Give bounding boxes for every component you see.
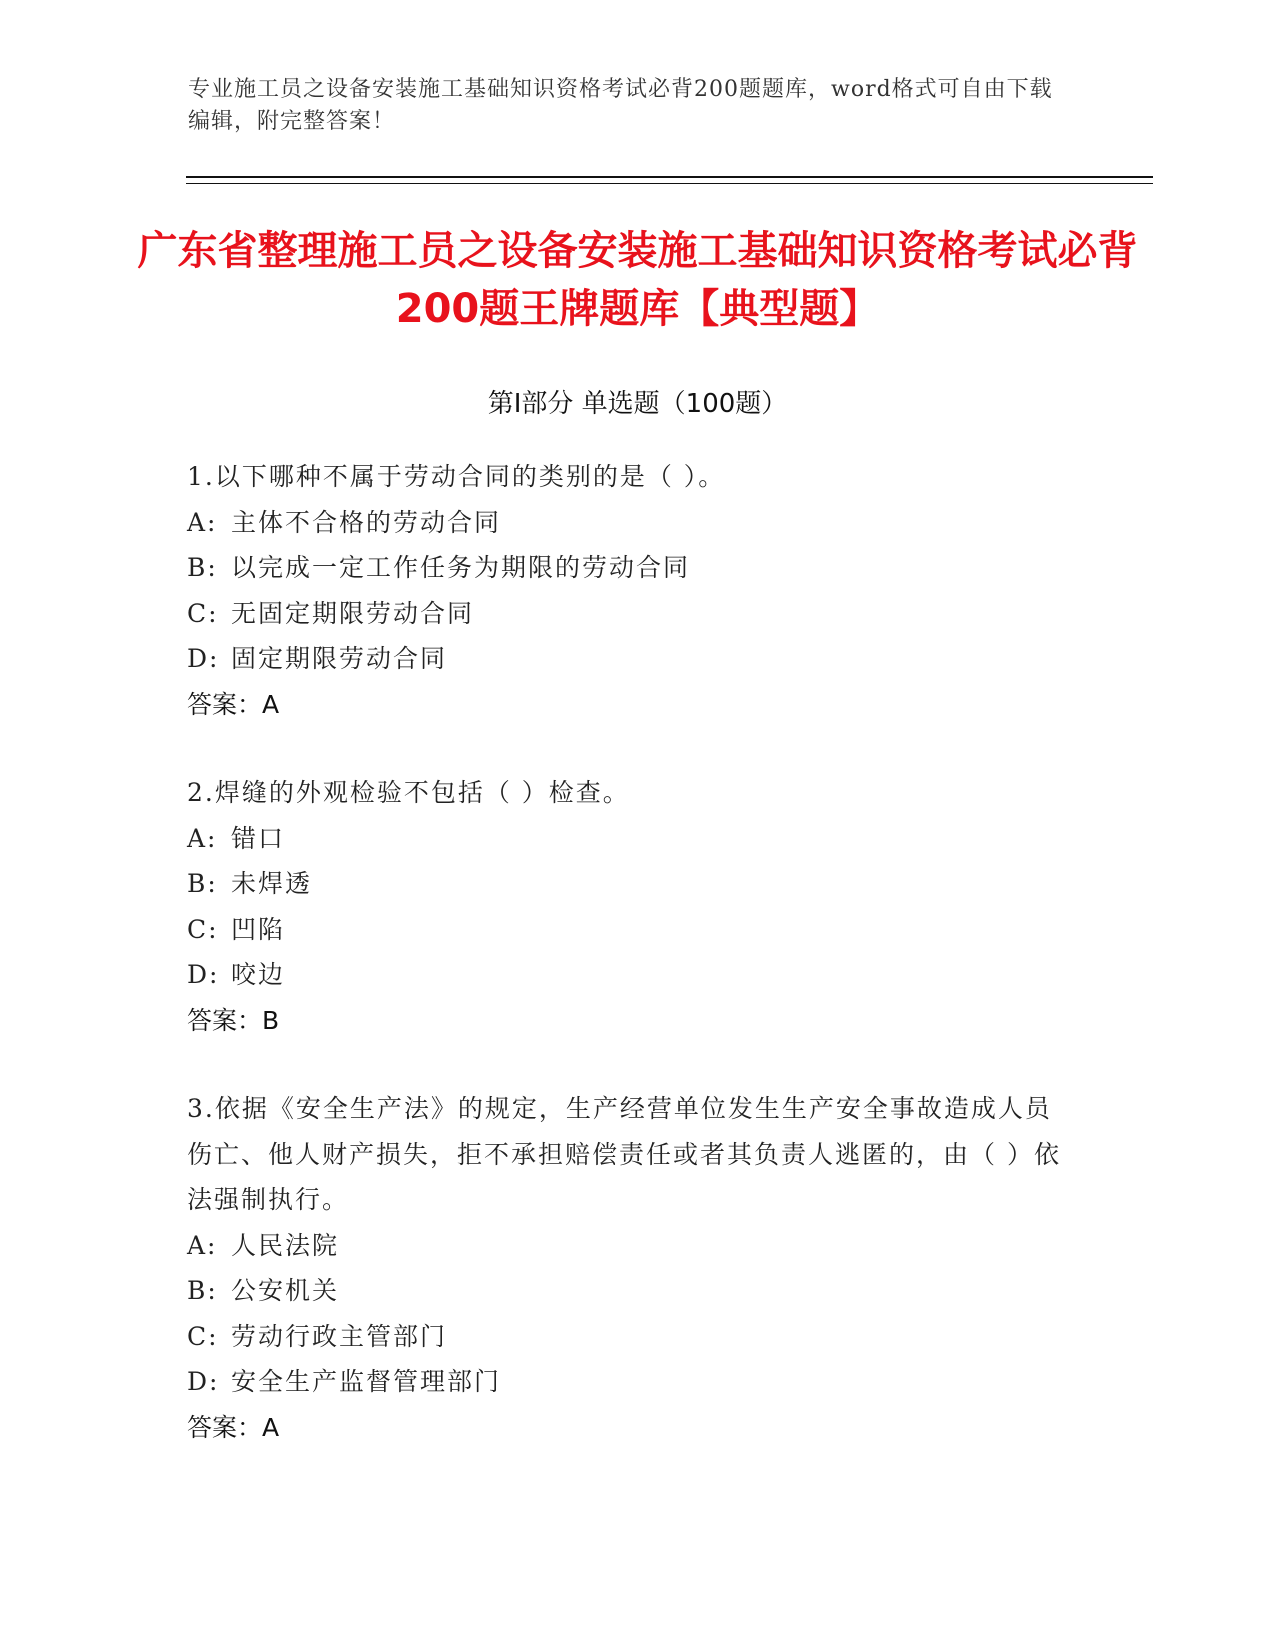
question-stem: 1.以下哪种不属于劳动合同的类别的是（ ）。: [187, 462, 726, 491]
option-d: [187, 636, 1067, 682]
option-letter: C:: [187, 1321, 219, 1351]
option-d: [187, 952, 1067, 998]
option-text: 无固定期限劳动合同: [231, 598, 475, 628]
option-text: 错口: [231, 823, 286, 853]
option-b: [187, 545, 1067, 591]
option-text: 安全生产监督管理部门: [231, 1367, 502, 1396]
option-letter: B:: [187, 553, 218, 582]
question-stem: 3.依据《安全生产法》的规定，生产经营单位发生生产安全事故造成人员伤亡、他人财产损失，拒不承担赔偿责任或者其负责人逃匿的，由（ ）依法强制执行。: [187, 1094, 1061, 1214]
option-letter: B:: [187, 869, 218, 898]
answer-line: 答案：B: [187, 1005, 280, 1035]
option-letter: D:: [187, 960, 220, 989]
option-text: 凹陷: [231, 914, 286, 944]
question-3: [187, 1086, 1067, 1450]
header-note: 专业施工员之设备安装施工基础知识资格考试必背200题题库，word格式可自由下载编辑，附完整答案！: [188, 77, 1053, 134]
option-text: 劳动行政主管部门: [231, 1321, 448, 1351]
option-text: 公安机关: [231, 1276, 340, 1305]
option-d: [187, 1359, 1067, 1405]
option-letter: B:: [187, 1276, 218, 1305]
option-text: 咬边: [231, 960, 286, 989]
option-text: 固定期限劳动合同: [231, 644, 448, 673]
option-c: [187, 591, 1067, 637]
question-2: [187, 770, 1067, 1043]
option-letter: A:: [187, 1230, 218, 1260]
question-1: [187, 454, 1067, 727]
option-letter: D:: [187, 1367, 220, 1396]
option-text: 主体不合格的劳动合同: [231, 507, 502, 537]
option-a: [187, 816, 1067, 862]
option-letter: A:: [187, 507, 218, 537]
option-letter: C:: [187, 598, 219, 628]
option-c: [187, 1314, 1067, 1360]
answer-line: 答案：A: [187, 1412, 280, 1442]
option-text: 以完成一定工作任务为期限的劳动合同: [231, 553, 691, 582]
option-text: 人民法院: [231, 1230, 340, 1260]
document-title: 广东省整理施工员之设备安装施工基础知识资格考试必背200题王牌题库【典型题】: [137, 228, 1138, 332]
answer-line: 答案：A: [187, 689, 280, 719]
question-stem: 2.焊缝的外观检验不包括（ ）检查。: [187, 778, 630, 807]
section-heading: 第Ⅰ部分 单选题（100题）: [487, 389, 788, 419]
option-letter: D:: [187, 644, 220, 673]
option-a: [187, 1223, 1067, 1269]
option-c: [187, 907, 1067, 953]
option-letter: A:: [187, 823, 218, 853]
option-b: [187, 1268, 1067, 1314]
header-divider: [186, 176, 1153, 184]
option-letter: C:: [187, 914, 219, 944]
option-a: [187, 500, 1067, 546]
option-b: [187, 861, 1067, 907]
option-text: 未焊透: [231, 869, 313, 898]
